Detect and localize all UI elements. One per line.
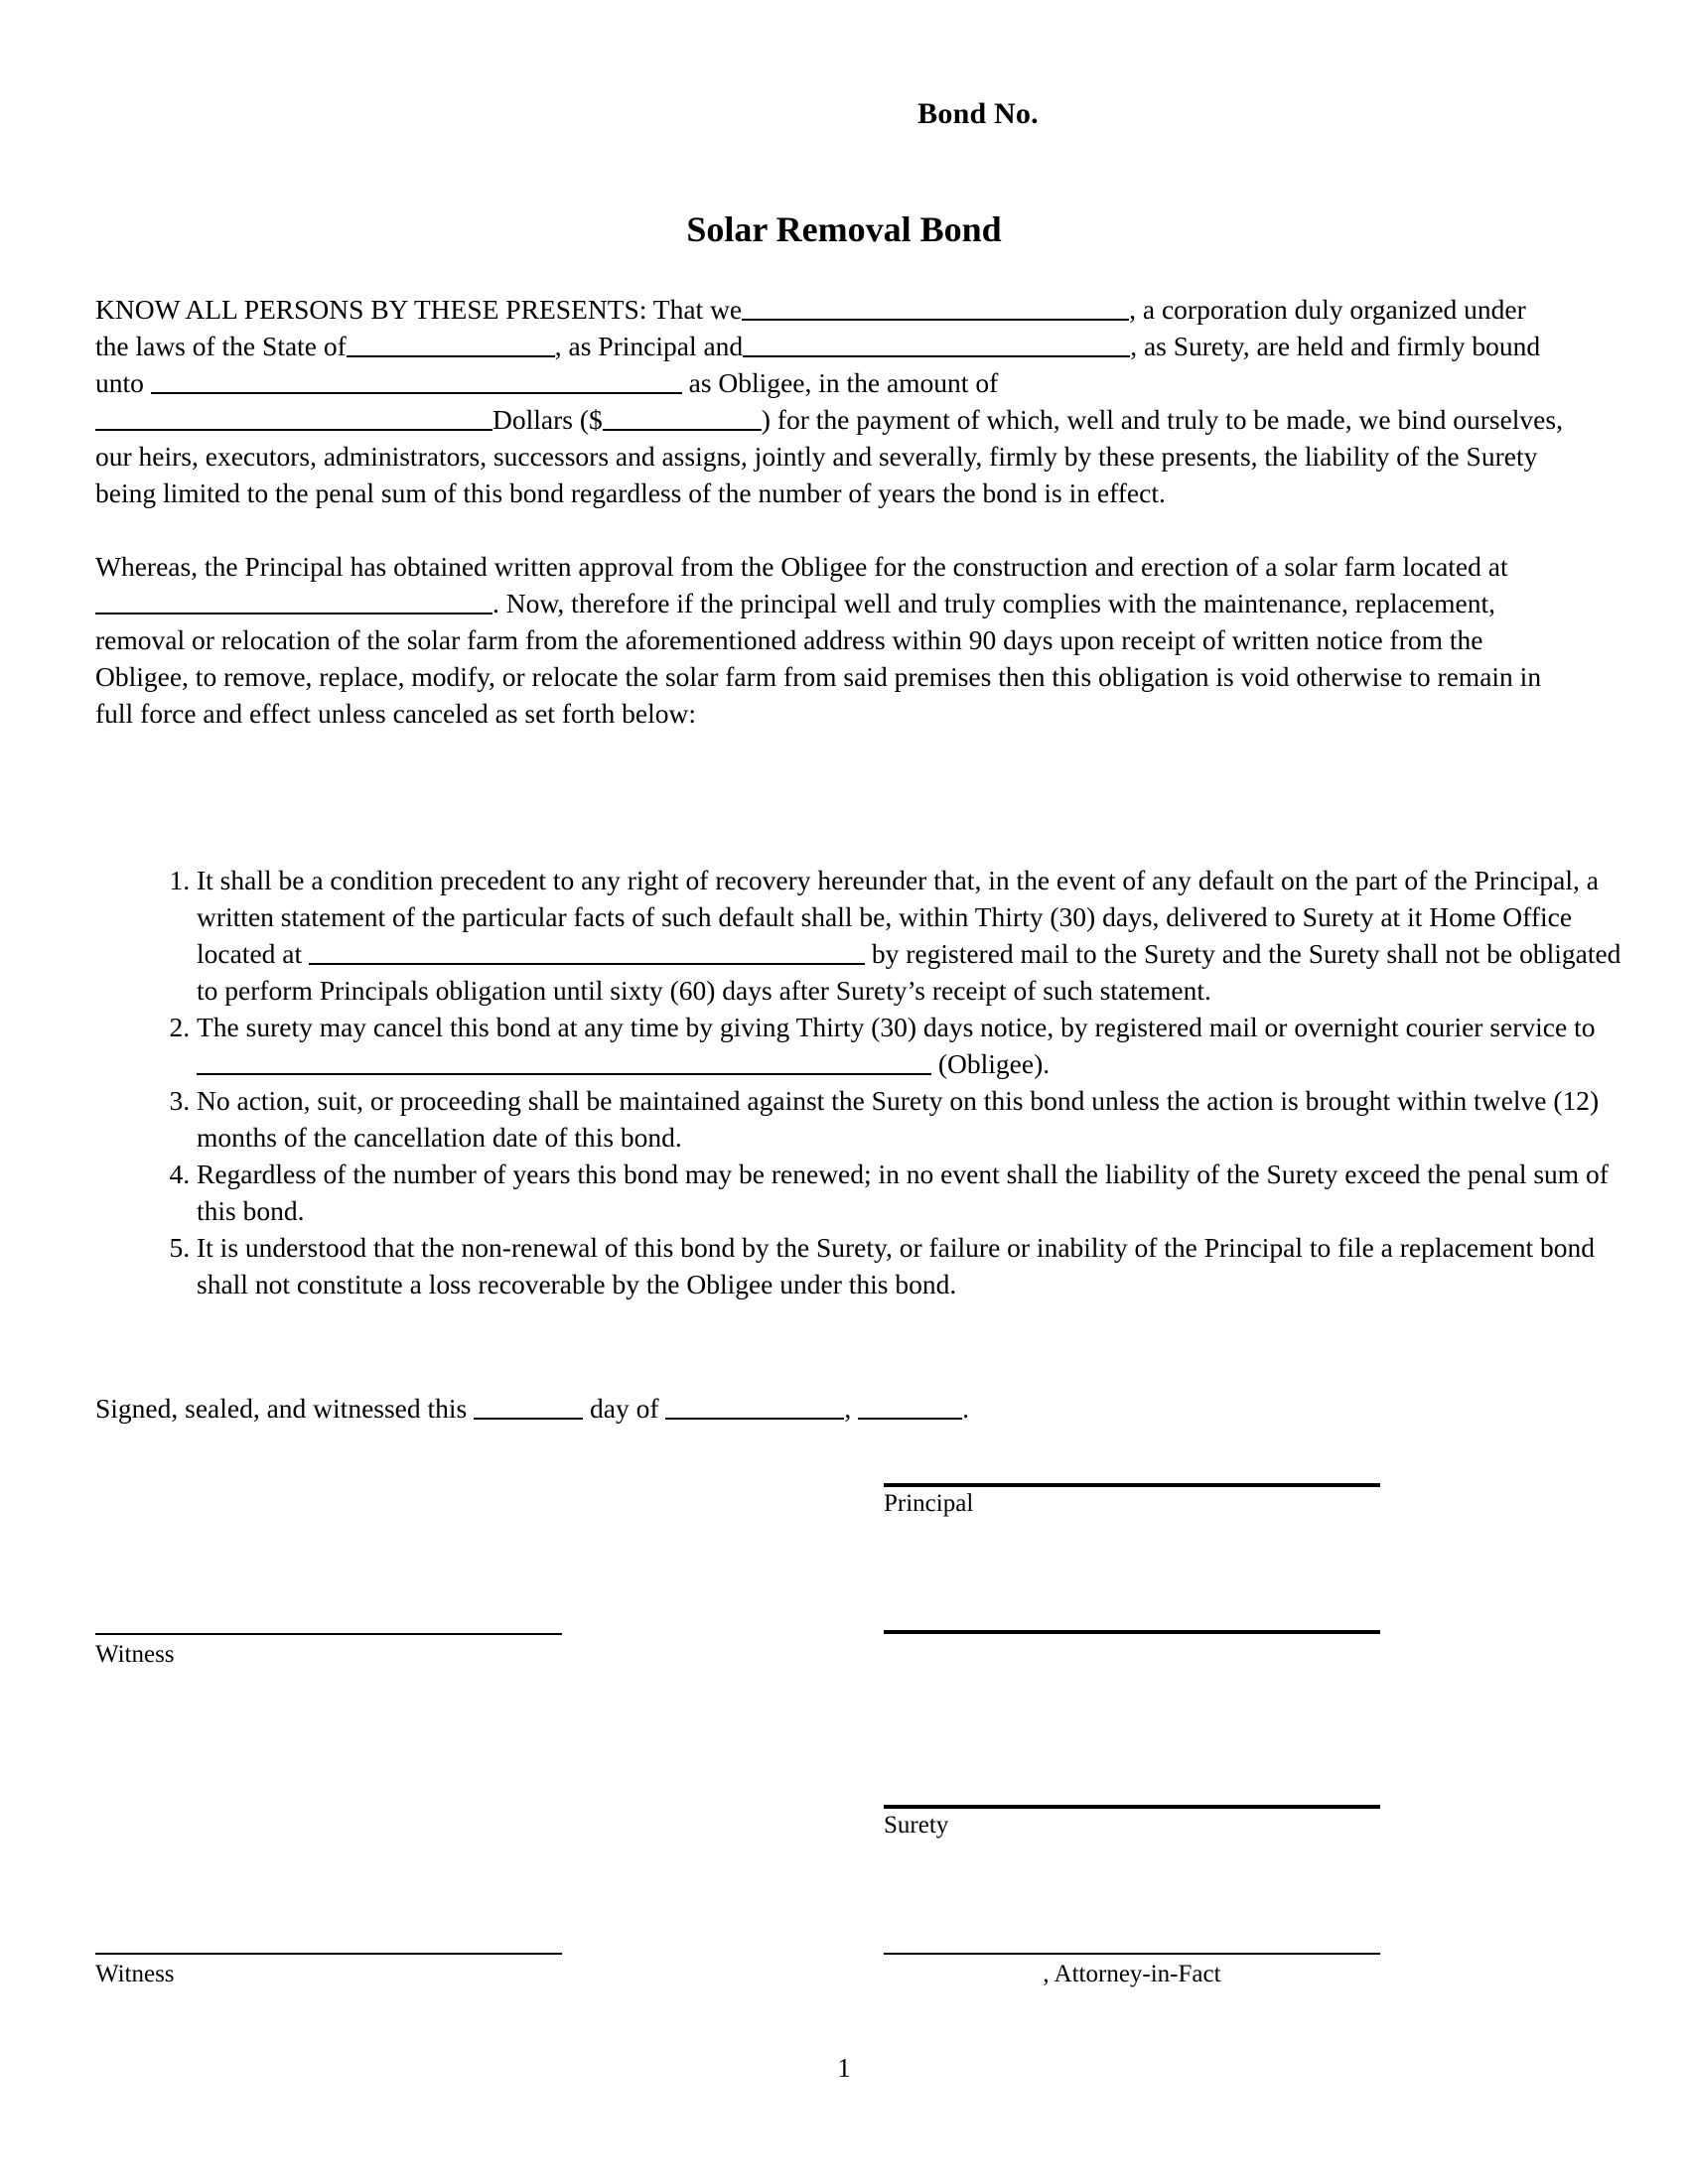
obligee-name-blank[interactable]	[151, 364, 682, 394]
list-item	[197, 1229, 1626, 1302]
condition-2-text-2: (Obligee).	[937, 1048, 1051, 1080]
surety-company-line[interactable]	[884, 1630, 1380, 1634]
execution-text-1: Signed, sealed, and witnessed this	[95, 1393, 468, 1425]
execution-line	[95, 1390, 969, 1427]
preamble-text-7: ) for the payment of which, well and truly to be made, we bind ourselves, our heirs, executors, administrators, successors and assigns, jointly and severally, firmly by these presents, the liability of the Surety being limited to the penal sum of this bond regardless of the number of years the bond is in effect.	[95, 404, 1563, 509]
document-body	[95, 291, 1565, 732]
solar-farm-address-blank[interactable]	[95, 585, 492, 614]
condition-4-text: Regardless of the number of years this bond may be renewed; in no event shall the liability of the Surety exceed the penal sum of this bond.	[197, 1159, 1609, 1227]
execution-text-4: .	[962, 1393, 969, 1425]
courier-obligee-blank[interactable]	[197, 1045, 931, 1075]
witness-signature-line-2[interactable]	[95, 1953, 562, 1955]
preamble-text-4: , as Surety, are held and firmly bound unto	[95, 331, 1541, 399]
condition-3-text: No action, suit, or proceeding shall be maintained against the Surety on this bond unless the action is brought within twelve (12) months of the cancellation date of this bond.	[197, 1085, 1600, 1154]
principal-signature-line[interactable]	[884, 1483, 1380, 1487]
month-blank[interactable]	[665, 1390, 844, 1420]
witness-signature-line-1[interactable]	[95, 1633, 562, 1635]
amount-words-blank[interactable]	[95, 401, 492, 431]
preamble-text-1: KNOW ALL PERSONS BY THESE PRESENTS: That we	[95, 294, 743, 326]
attorney-in-fact-label: , Attorney-in-Fact	[1043, 1961, 1221, 1987]
whereas-paragraph	[95, 548, 1565, 732]
attorney-in-fact-line[interactable]	[884, 1953, 1380, 1955]
bond-number-heading: Bond No.	[917, 97, 1039, 130]
witness-signature-label-1: Witness	[95, 1641, 175, 1668]
preamble-text-5: as Obligee, in the amount of	[688, 367, 999, 399]
list-item	[197, 1009, 1626, 1082]
surety-signature-label: Surety	[884, 1812, 949, 1839]
preamble-text-2: , a corporation duly organized under the laws of the State of	[95, 294, 1526, 362]
list-item	[197, 1082, 1626, 1156]
witness-signature-label-2: Witness	[95, 1961, 175, 1987]
amount-figures-blank[interactable]	[603, 401, 762, 431]
home-office-address-blank[interactable]	[309, 935, 865, 965]
execution-text-2: day of	[590, 1393, 659, 1425]
page-number: 1	[837, 2053, 851, 2083]
execution-text-3: ,	[844, 1393, 852, 1425]
page-title: Solar Removal Bond	[686, 209, 1002, 249]
condition-1-text-1: It shall be a condition precedent to any right of recovery hereunder that, in the event of any default on the part of the Principal, a written statement of the particular facts of such default shall be, within Thirty (30) days, delivered to Surety at it Home Office located at	[197, 865, 1599, 970]
surety-name-blank[interactable]	[743, 328, 1130, 357]
list-item	[197, 862, 1626, 1009]
state-blank[interactable]	[347, 328, 555, 357]
preamble-text-3: , as Principal and	[554, 331, 744, 362]
condition-1-text-2: by registered mail to the Surety and the Surety shall not be obligated to perform Principals obligation until sixty (60) days after Surety’s receipt of such statement.	[197, 938, 1621, 1007]
condition-5-text: It is understood that the non-renewal of this bond by the Surety, or failure or inability of the Principal to file a replacement bond shall not constitute a loss recoverable by the Obligee under this bond.	[197, 1232, 1595, 1300]
whereas-text-1: Whereas, the Principal has obtained written approval from the Obligee for the construction and erection of a solar farm located at	[95, 551, 1508, 583]
principal-name-blank[interactable]	[742, 291, 1129, 321]
condition-2-text-1: The surety may cancel this bond at any time by giving Thirty (30) days notice, by registered mail or overnight courier service to	[197, 1012, 1596, 1043]
year-blank[interactable]	[858, 1390, 962, 1420]
conditions-list	[139, 862, 1626, 1302]
day-blank[interactable]	[474, 1390, 583, 1420]
preamble-paragraph	[95, 291, 1565, 511]
principal-signature-label: Principal	[884, 1490, 974, 1517]
preamble-text-6: Dollars ($	[492, 404, 603, 436]
whereas-text-2: . Now, therefore if the principal well and truly complies with the maintenance, replacement, removal or relocation of the solar farm from the aforementioned address within 90 days upon receipt of written notice from the Obligee, to remove, replace, modify, or relocate the solar farm from said premises then this obligation is void otherwise to remain in full force and effect unless canceled as set forth below:	[95, 588, 1542, 730]
list-item	[197, 1156, 1626, 1229]
surety-signature-line[interactable]	[884, 1805, 1380, 1809]
